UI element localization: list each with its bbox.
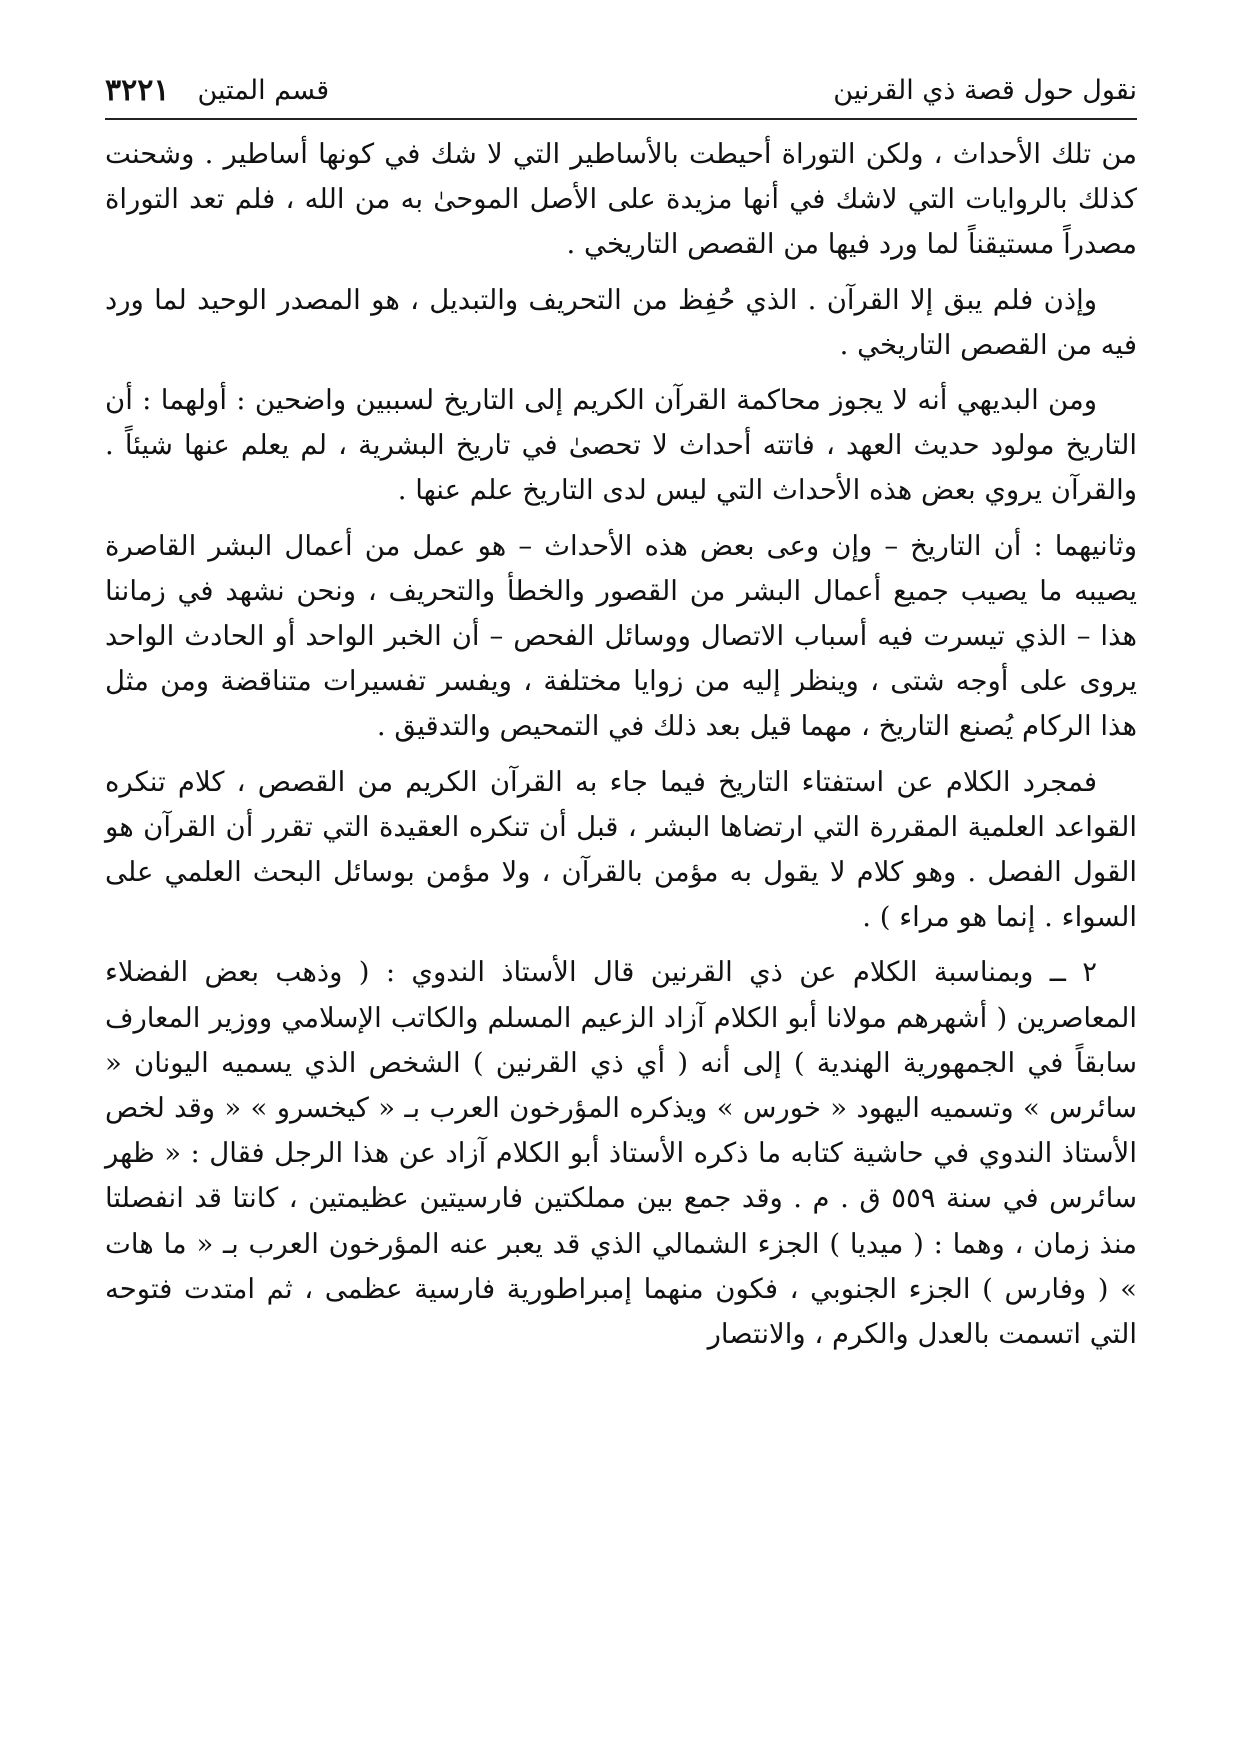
running-header [105,70,1137,110]
paragraph: ٢ ــ وبمناسبة الكلام عن ذي القرنين قال الأستاذ الندوي : ( وذهب بعض الفضلاء المعاصرين ( أشهرهم مولانا أبو الكلام آزاد الزعيم المسلم والكاتب الإسلامي ووزير المعارف سابقاً في الجمهورية الهندية ) إلى أنه ( أي ذي القرنين ) الشخص الذي يسميه اليونان « سائرس » وتسميه اليهود « خورس » ويذكره المؤرخون العرب بـ « كيخسرو » « وقد لخص الأستاذ الندوي في حاشية كتابه ما ذكره الأستاذ أبو الكلام آزاد عن هذا الرجل فقال : « ظهر سائرس في سنة ٥٥٩ ق . م . وقد جمع بين مملكتين فارسيتين عظيمتين ، كانتا قد انفصلتا منذ زمان ، وهما : ( ميديا ) الجزء الشمالي الذي قد يعبر عنه المؤرخون العرب بـ « ما هات » ( وفارس ) الجزء الجنوبي ، فكون منهما إمبراطورية فارسية عظمى ، ثم امتدت فتوحه التي اتسمت بالعدل والكرم ، والانتصار [105,956,1137,1351]
paragraph: وإذن فلم يبق إلا القرآن . الذي حُفِظ من التحريف والتبديل ، هو المصدر الوحيد لما ورد فيه من القصص التاريخي . [105,283,1137,361]
chapter-title: نقول حول قصة ذي القرنين [833,74,1137,106]
header-rule [105,118,1137,120]
paragraph: من تلك الأحداث ، ولكن التوراة أحيطت بالأساطير التي لا شك في كونها أساطير . وشحنت كذلك بالروايات التي لاشك في أنها مزيدة على الأصل الموحىٰ به من الله ، فلم تعد التوراة مصدراً مستيقناً لما ورد فيها من القصص التاريخي . [105,138,1137,261]
paragraph: ومن البديهي أنه لا يجوز محاكمة القرآن الكريم إلى التاريخ لسببين واضحين : أولهما : أن التاريخ مولود حديث العهد ، فاتته أحداث لا تحصىٰ في تاريخ البشرية ، لم يعلم عنها شيئاً . والقرآن يروي بعض هذه الأحداث التي ليس لدى التاريخ علم عنها . [105,384,1137,507]
paragraph: فمجرد الكلام عن استفتاء التاريخ فيما جاء به القرآن الكريم من القصص ، كلام تنكره القواعد العلمية المقررة التي ارتضاها البشر ، قبل أن تنكره العقيدة التي تقرر أن القرآن هو القول الفصل . وهو كلام لا يقول به مؤمن بالقرآن ، ولا مؤمن بوسائل البحث العلمي على السواء . إنما هو مراء ) . [105,765,1137,934]
header-left-block [105,73,329,108]
page-number: ٣٢٢١ [105,72,170,108]
paragraph: وثانيهما : أن التاريخ – وإن وعى بعض هذه الأحداث – هو عمل من أعمال البشر القاصرة يصيبه ما يصيب جميع أعمال البشر من القصور والخطأ والتحريف ، ونحن نشهد في زماننا هذا – الذي تيسرت فيه أسباب الاتصال ووسائل الفحص – أن الخبر الواحد أو الحادث الواحد يروى على أوجه شتى ، وينظر إليه من زوايا مختلفة ، ويفسر تفسيرات متناقضة ومن مثل هذا الركام يُصنع التاريخ ، مهما قيل بعد ذلك في التمحيص والتدقيق . [105,529,1137,743]
book-page [105,70,1137,1730]
section-name: قسم المتين [197,74,330,106]
body-text [105,132,1137,1367]
